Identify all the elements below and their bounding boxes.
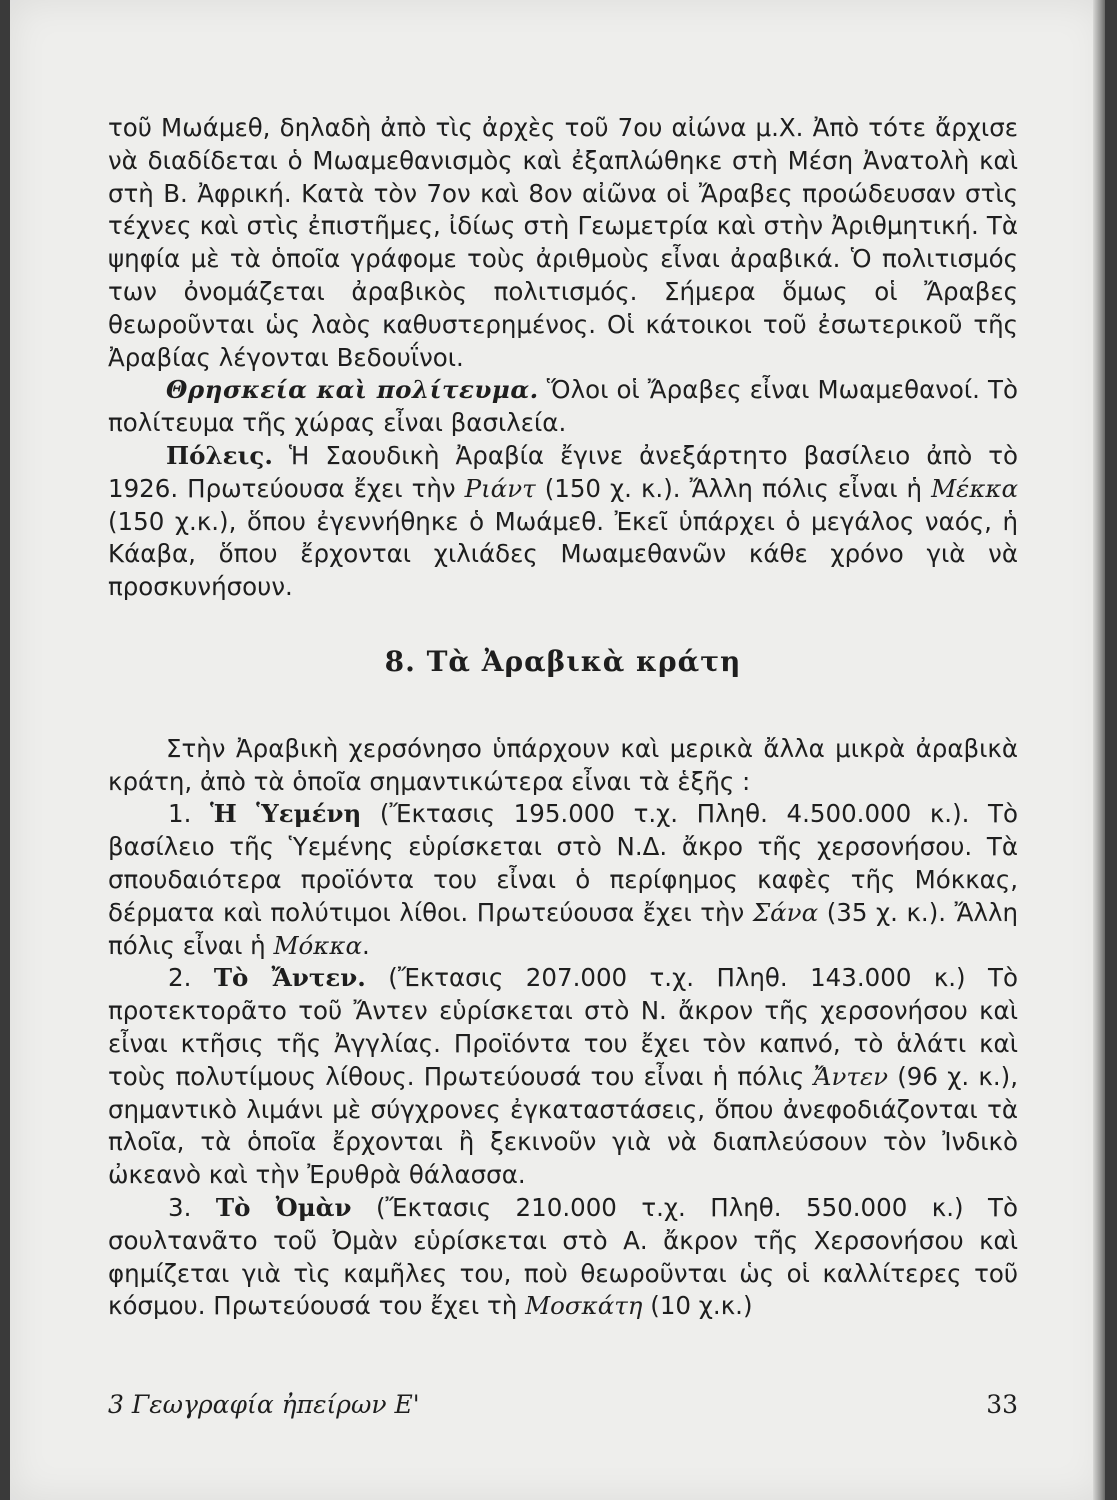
- aden-number: 2.: [168, 963, 214, 993]
- yemen-number: 1.: [168, 799, 210, 829]
- aden-text-2: (96 χ. κ.), σημαντικὸ λιμάνι μὲ σύγχρονες ἐγκαταστάσεις, ὅπου ἀνεφοδιάζονται τὰ πλοῖα, τὰ ὁποῖα ἔρχονται ἢ ξεκινοῦν γιὰ νὰ διαπλεύσουν τὸν Ἰνδικὸ ὠκεανὸ καὶ τὴν Ἐρυθρὰ θάλασσα.: [108, 1061, 1018, 1190]
- cities-text-3: (150 χ.κ.), ὅπου ἐγεννήθηκε ὁ Μωάμεθ. Ἐκεῖ ὑπάρχει ὁ μεγάλος ναός, ἡ Κάαβα, ὅπου ἔρχονται χιλιάδες Μωαμεθανῶν κάθε χρόνο γιὰ νὰ προσκυνήσουν.: [108, 506, 1018, 602]
- religion-heading: Θρησκεία καὶ πολίτευμα.: [166, 375, 539, 405]
- paragraph-history: [108, 112, 1018, 374]
- yemen-name: Ἡ Ὑεμένη: [210, 799, 362, 829]
- yemen-text-3: .: [361, 930, 370, 960]
- cities-heading: Πόλεις.: [166, 440, 273, 470]
- paragraph-intro: Στὴν Ἀραβικὴ χερσόνησο ὑπάρχουν καὶ μερικὰ ἄλλα μικρὰ ἀραβικὰ κράτη, ἀπὸ τὰ ὁποῖα σημαντικώτερα εἶναι τὰ ἑξῆς :: [108, 733, 1018, 796]
- section-heading: 8. Τὰ Ἀραβικὰ κράτη: [384, 644, 742, 678]
- oman-text-1: (Ἔκτασις 210.000 τ.χ. Πληθ. 550.000 κ.) Τὸ σουλτανᾶτο τοῦ Ὀμὰν εὑρίσκεται στὸ Α. ἄκρον τῆς Χερσονήσου καὶ φημίζεται γιὰ τὶς καμῆλες του, ποὺ θεωροῦνται ὡς οἱ καλλίτερες τοῦ κόσμου. Πρωτεύουσά του ἔχει τὴ: [108, 1192, 1018, 1321]
- item-aden: [108, 962, 1018, 1192]
- oman-name: Τὸ Ὀμὰν: [215, 1192, 352, 1222]
- aden-name: Τὸ Ἄντεν.: [213, 963, 366, 993]
- cities-text-2: (150 χ. κ.). Ἄλλη πόλις εἶναι ἡ: [535, 473, 932, 503]
- oman-number: 3.: [168, 1192, 216, 1222]
- footer-book-title: 3 Γεωγραφία ἠπείρων Ε': [108, 1390, 420, 1419]
- page-footer: [108, 1390, 1018, 1419]
- paragraph-religion: [108, 374, 1018, 440]
- aden-text-1: (Ἔκτασις 207.000 τ.χ. Πληθ. 143.000 κ.) Τὸ προτεκτορᾶτο τοῦ Ἄντεν εὑρίσκεται στὸ Ν. ἄκρον τῆς χερσονήσου καὶ εἶναι κτῆσις τῆς Ἀγγλίας. Προϊόντα του ἔχει τὸν καπνό, τὸ ἁλάτι καὶ τοὺς πολυτίμους λίθους. Πρωτεύουσά του εἶναι ἡ πόλις: [108, 963, 1018, 1091]
- cities-text-1: Ἡ Σαουδικὴ Ἀραβία ἔγινε ἀνεξάρτητο βασίλειο ἀπὸ τὸ 1926. Πρωτεύουσα ἔχει τὴν: [108, 440, 1018, 503]
- city-sana: Σάνα: [752, 897, 819, 927]
- book-page: [10, 0, 1105, 1500]
- city-mecca: Μέκκα: [931, 473, 1019, 503]
- city-aden: Ἄντεν: [813, 1061, 888, 1091]
- page-number: 33: [986, 1390, 1018, 1419]
- page-body: [108, 112, 1018, 1323]
- oman-text-2: (10 χ.κ.): [642, 1291, 753, 1321]
- paragraph-cities: [108, 440, 1018, 604]
- item-oman: [108, 1192, 1018, 1323]
- yemen-text-2: (35 χ. κ.). Ἄλλη πόλις εἶναι ἡ: [108, 897, 1018, 960]
- city-muscat: Μοσκάτη: [525, 1291, 643, 1321]
- city-mokka: Μόκκα: [273, 930, 362, 960]
- religion-text: Ὅλοι οἱ Ἄραβες εἶναι Μωαμεθανοί. Τὸ πολίτευμα τῆς χώρας εἶναι βασιλεία.: [108, 375, 1019, 438]
- item-yemen: [108, 798, 1018, 962]
- paragraph-history-text: τοῦ Μωάμεθ, δηλαδὴ ἀπὸ τὶς ἀρχὲς τοῦ 7ου αἰώνα μ.Χ. Ἀπὸ τότε ἄρχισε νὰ διαδίδεται ὁ Μωαμεθανισμὸς καὶ ἐξαπλώθηκε στὴ Μέση Ἀνατολὴ καὶ στὴ Β. Ἀφρική. Κατὰ τὸν 7ον καὶ 8ον αἰῶνα οἱ Ἄραβες προώδευσαν στὶς τέχνες καὶ στὶς ἐπιστῆμες, ἰδίως στὴ Γεωμετρία καὶ στὴν Ἀριθμητική. Τὰ ψηφία μὲ τὰ ὁποῖα γράφομε τοὺς ἀριθμοὺς εἶναι ἀραβικά. Ὁ πολιτισμός των ὀνομάζεται ἀραβικὸς πολιτισμός. Σήμερα ὅμως οἱ Ἄραβες θεωροῦνται ὡς λαὸς καθυστερημένος. Οἱ κάτοικοι τοῦ ἐσωτερικοῦ τῆς Ἀραβίας λέγονται Βεδουΐνοι.: [108, 113, 1018, 372]
- book-spine: [1093, 0, 1105, 1500]
- city-riad: Ριάντ: [464, 473, 536, 503]
- yemen-text-1: (Ἔκτασις 195.000 τ.χ. Πληθ. 4.500.000 κ.). Τὸ βασίλειο τῆς Ὑεμένης εὑρίσκεται στὸ Ν.Δ. ἄκρο τῆς χερσονήσου. Τὰ σπουδαιότερα προϊόντα του εἶναι ὁ περίφημος καφὲς τῆς Μόκκας, δέρματα καὶ πολύτιμοι λίθοι. Πρωτεύουσα ἔχει τὴν: [108, 799, 1018, 927]
